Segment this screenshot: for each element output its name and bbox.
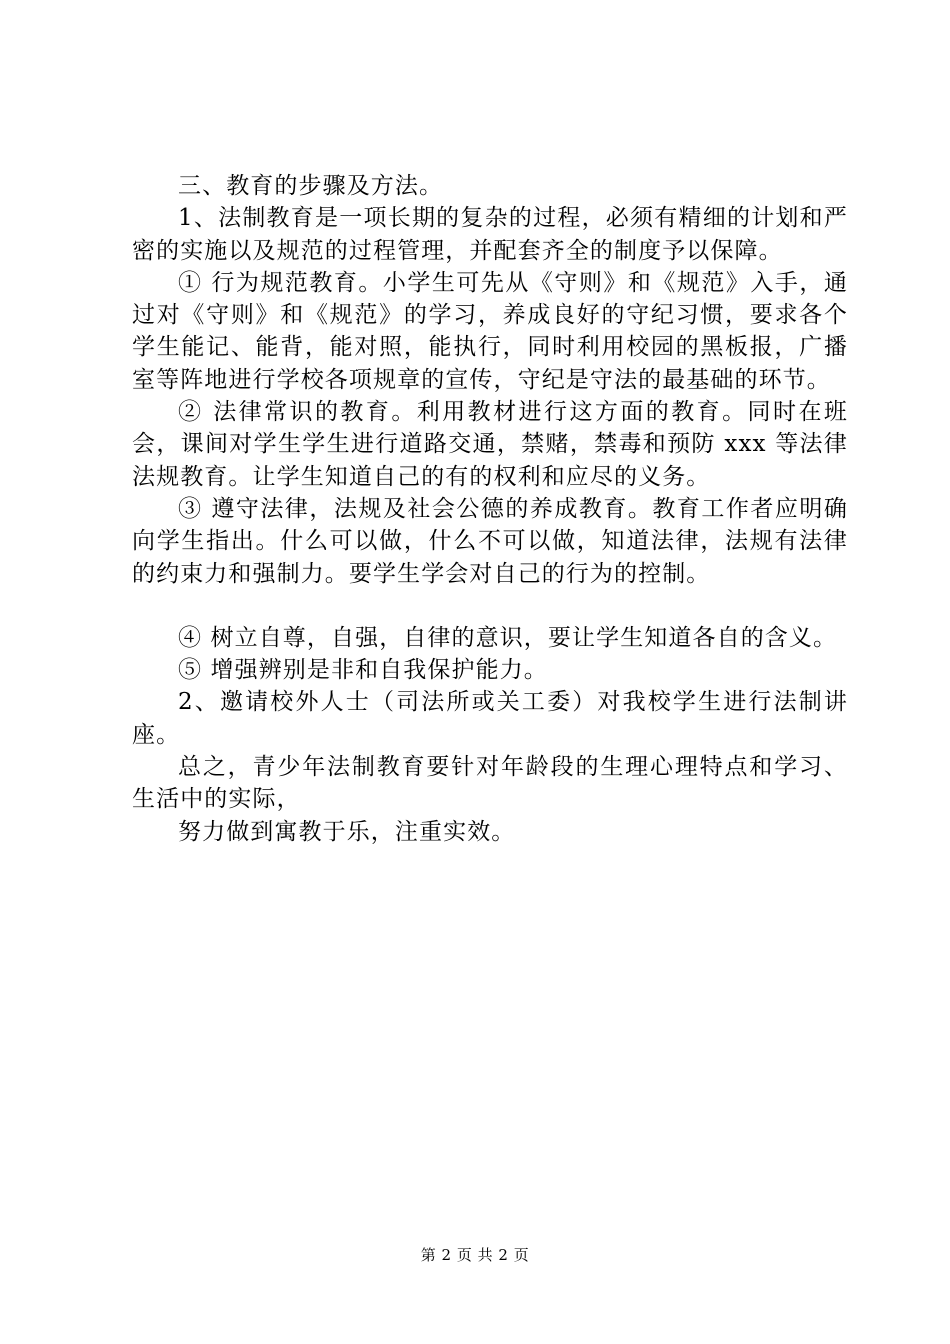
paragraph-summary: 总之，青少年法制教育要针对年龄段的生理心理特点和学习、生活中的实际， — [132, 754, 848, 813]
paragraph-subitem-5: ⑤ 增强辨别是非和自我保护能力。 — [178, 657, 548, 684]
paragraph-subitem-1: ① 行为规范教育。小学生可先从《守则》和《规范》入手，通过对《守则》和《规范》的学习，养成良好的守纪习惯，要求各个学生能记、能背，能对照，能执行，同时利用校园的黑板报，广播室等阵地进行学校各项规章的宣传，守纪是守法的最基础的环节。 — [132, 269, 848, 393]
paragraph-item-1: 1、法制教育是一项长期的复杂的过程，必须有精细的计划和严密的实施以及规范的过程管理，并配套齐全的制度予以保障。 — [132, 205, 848, 264]
paragraph-subitem-4: ④ 树立自尊，自强，自律的意识，要让学生知道各自的含义。 — [178, 624, 838, 651]
paragraph-subitem-3: ③ 遵守法律，法规及社会公德的养成教育。教育工作者应明确向学生指出。什么可以做，什么不可以做，知道法律，法规有法律的约束力和强制力。要学生学会对自己的行为的控制。 — [132, 495, 848, 587]
paragraph-subitem-2: ② 法律常识的教育。利用教材进行这方面的教育。同时在班会，课间对学生学生进行道路交通，禁赌，禁毒和预防 xxx 等法律法规教育。让学生知道自己的有的权利和应尽的义务。 — [132, 399, 848, 490]
paragraph-item-2: 2、邀请校外人士（司法所或关工委）对我校学生进行法制讲座。 — [132, 689, 848, 748]
page-footer: 第 2 页 共 2 页 — [420, 1246, 530, 1264]
paragraph-closing: 努力做到寓教于乐，注重实效。 — [178, 818, 516, 845]
blank-line — [132, 590, 848, 622]
document-body — [132, 170, 848, 848]
section-heading: 三、教育的步骤及方法。 — [178, 173, 444, 199]
